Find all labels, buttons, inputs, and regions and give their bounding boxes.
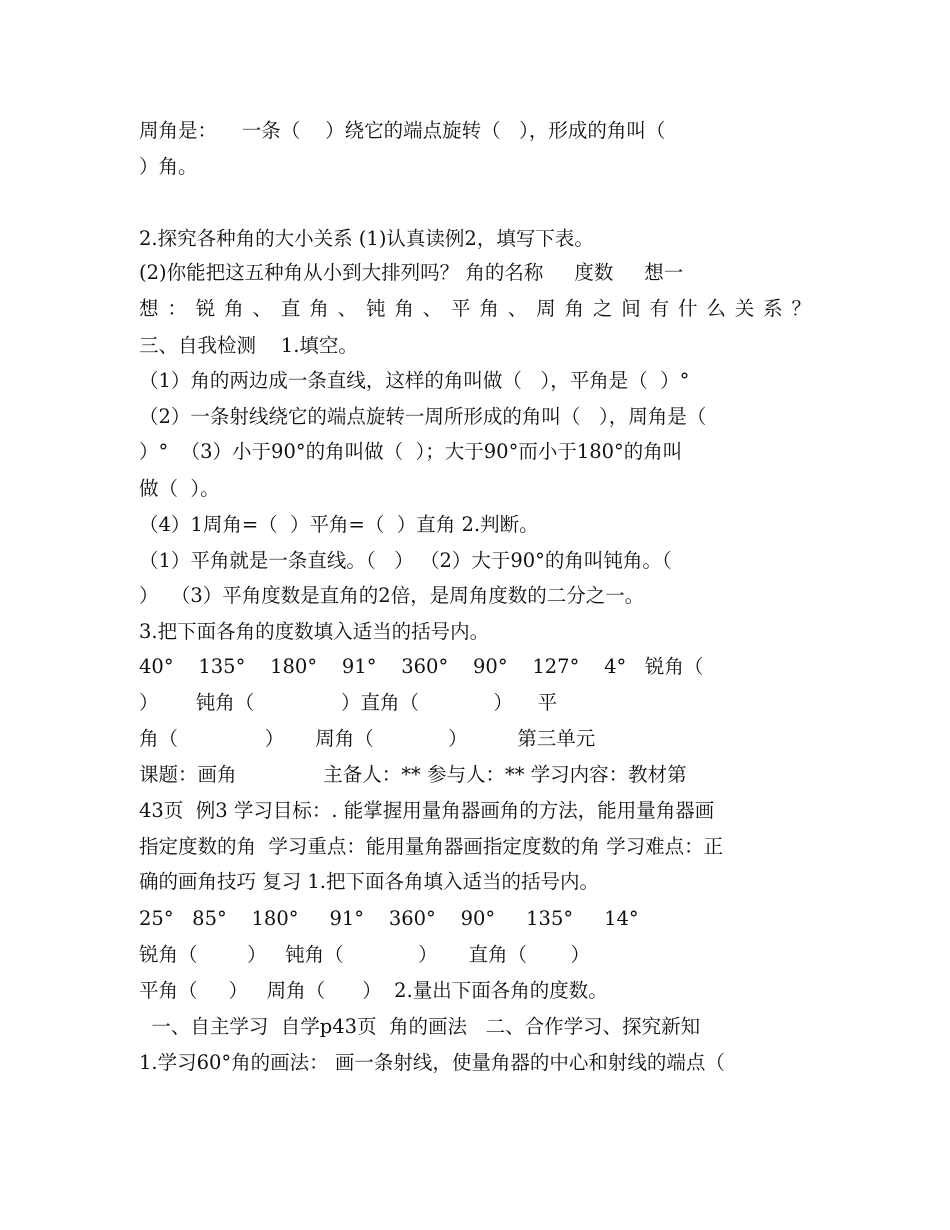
text-line: 锐角（ ） 钝角（ ） 直角（ ） <box>139 943 590 966</box>
text-line: （1）平角就是一条直线。（ ） （2）大于90°的角叫钝角。（ <box>139 549 672 572</box>
text-line: ）° （3）小于90°的角叫做（ ）；大于90°而小于180°的角叫 <box>139 440 683 463</box>
text-line: 确的画角技巧 复习 1.把下面各角填入适当的括号内。 <box>139 870 600 893</box>
text-line: 2.探究各种角的大小关系 (1)认真读例2，填写下表。 <box>139 227 594 250</box>
text-line: 角（ ） 周角（ ） 第三单元 <box>139 727 596 750</box>
text-line: ） 钝角（ ）直角（ ） 平 <box>139 691 558 714</box>
text-line: （1）角的两边成一条直线，这样的角叫做（ ），平角是（ ）° <box>139 369 690 392</box>
text-line: 周角是： 一条（ ）绕它的端点旋转（ ），形成的角叫（ <box>139 119 666 142</box>
text-line: 平角（ ） 周角（ ） 2.量出下面各角的度数。 <box>139 979 608 1002</box>
text-line: 指定度数的角 学习重点：能用量角器画指定度数的角 学习难点：正 <box>139 835 724 858</box>
text-line: 25° 85° 180° 91° 360° 90° 135° 14° <box>139 907 639 930</box>
text-line: 1.学习60°角的画法： 画一条射线，使量角器的中心和射线的端点（ <box>139 1051 725 1074</box>
text-line: 想：锐角、直角、钝角、平角、周角之间有什么关系？ <box>139 297 811 320</box>
text-line: 一、自主学习 自学p43页 角的画法 二、合作学习、探究新知 <box>139 1015 701 1038</box>
text-line: （4）1周角=（ ）平角=（ ）直角 2.判断。 <box>139 513 539 536</box>
text-line: ） （3）平角度数是直角的2倍，是周角度数的二分之一。 <box>139 584 645 607</box>
text-line: 43页 例3 学习目标：. 能掌握用量角器画角的方法，能用量角器画 <box>139 799 715 822</box>
text-line: (2)你能把这五种角从小到大排列吗？ 角的名称 度数 想一 <box>139 261 684 284</box>
text-line <box>139 188 811 218</box>
text-line: 做（ ）。 <box>139 477 220 500</box>
text-line: 三、自我检测 1.填空。 <box>139 334 358 357</box>
text-line: 3.把下面各角的度数填入适当的括号内。 <box>139 620 490 643</box>
text-line: ）角。 <box>139 155 198 178</box>
text-line: （2）一条射线绕它的端点旋转一周所形成的角叫（ ），周角是（ <box>139 405 707 428</box>
text-line: 40° 135° 180° 91° 360° 90° 127° 4° 锐角（ <box>139 655 704 678</box>
text-line: 课题：画角 主备人：** 参与人：** 学习内容：教材第 <box>139 763 687 786</box>
